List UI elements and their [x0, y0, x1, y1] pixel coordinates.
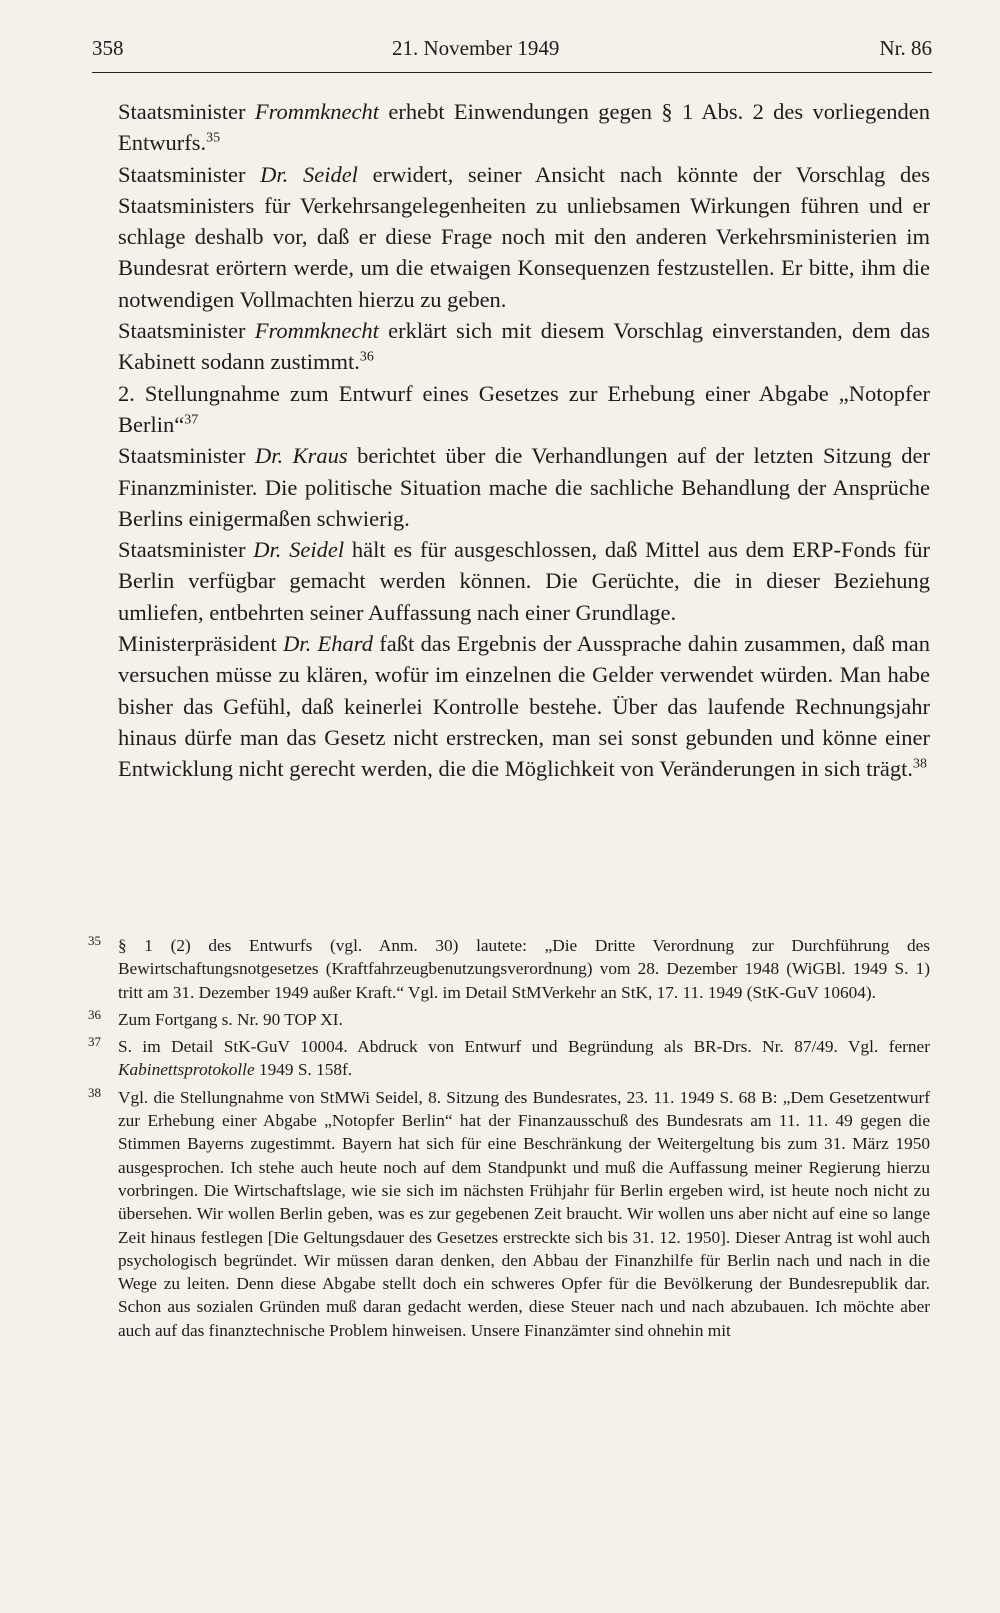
footnote-text: 1949 S. 158f.: [254, 1060, 353, 1080]
footnote: [88, 1035, 930, 1082]
footnote-ref[interactable]: 38: [912, 756, 927, 772]
paragraph: [118, 440, 930, 534]
paragraph: [118, 534, 930, 628]
speaker-name: Dr. Ehard: [283, 631, 373, 657]
speaker-name: Frommknecht: [254, 99, 379, 124]
footnote-number: 37: [88, 1034, 101, 1050]
footnote-ref[interactable]: 37: [184, 412, 199, 428]
paragraph-text: erhebt Einwendungen gegen § 1 Abs. 2 des vorliegenden Entwurfs.: [118, 99, 930, 156]
footnote-number: 36: [88, 1006, 101, 1022]
cited-work-title: Kabinettsprotokolle: [118, 1060, 255, 1080]
footnote-text: § 1 (2) des Entwurfs (vgl. Anm. 30) lautete: „Die Dritte Verordnung zur Durchführung des Bewirtschaftungsnotgesetzes (Kraftfahrzeugbenutzungsverordnung) vom 28. Dezember 1948 (WiGBl. 1949 S. 1) tritt am 31. Dezember 1949 außer Kraft.“ Vgl. im Detail StMVerkehr an StK, 17. 11. 1949 (StK-GuV 10604).: [118, 936, 930, 1002]
paragraph-text: Staatsminister: [118, 318, 255, 344]
paragraph-text: Staatsminister: [118, 161, 261, 187]
footnotes: [88, 934, 930, 1346]
footnote-text: Vgl. die Stellungnahme von StMWi Seidel, 8. Sitzung des Bundesrates, 23. 11. 1949 S. 68 B: „Dem Gesetzentwurf zur Erhebung einer Abgabe „Notopfer Berlin“ hat der Finanzausschuß des Bundesrats am 11. 11. 49 gegen die Stimmen Bayerns zugestimmt. Bayern hat sich für eine Beschränkung der Weitergeltung bis zum 31. März 1950 ausgesprochen. Ich stehe auch heute noch auf dem Standpunkt und muß die Auffassung meiner Regierung hierzu vorbringen. Die Wirtschaftslage, wie sie sich im nächsten Frühjahr für Berlin ergeben wird, ist heute noch nicht zu übersehen. Wir wollen Berlin geben, was es zur gegebenen Zeit braucht. Wir wollen uns aber nicht auf eine so lange Zeit hinaus festlegen [Die Geltungsdauer des Gesetzes erstreckte sich bis 31. 12. 1950]. Dieser Antrag ist wohl auch psychologisch begründet. Wir müssen daran denken, den Abbau der Finanzhilfe für Berlin nach und nach in die Wege zu leiten. Denn diese Abgabe stellt doch ein schweres Opfer für die Bevölkerung der Bundesrepublik dar. Schon aus sozialen Gründen muß daran gedacht werden, diese Steuer nach und nach abzubauen. Ich möchte aber auch auf das finanztechnische Problem hinweisen. Unsere Finanzämter sind ohnehin mit: [118, 1087, 930, 1340]
footnote-number: 38: [88, 1084, 101, 1100]
speaker-name: Dr. Seidel: [260, 161, 358, 187]
paragraph-text: Staatsminister: [118, 443, 255, 469]
footnote: [88, 1086, 930, 1342]
footnote-text: S. im Detail StK-GuV 10004. Abdruck von Entwurf und Begründung als BR-Drs. Nr. 87/49. Vgl. ferner: [118, 1037, 930, 1057]
paragraph-text: hält es für ausgeschlossen, daß Mittel aus dem ERP-Fonds für Berlin verfügbar gemacht werden können. Die Gerüchte, die in dieser Beziehung umliefen, entbehrten seiner Auffassung nach einer Grundlage.: [118, 537, 930, 625]
footnote-number: 35: [88, 933, 101, 948]
paragraph-text: berichtet über die Verhandlungen auf der letzten Sitzung der Finanzminister. Die politische Situation mache die sachliche Behandlung der Ansprüche Berlins einigermaßen schwierig.: [118, 443, 930, 531]
paragraph-text: Staatsminister: [118, 537, 254, 563]
running-header: [92, 34, 932, 73]
footnote: [88, 1008, 930, 1031]
header-date: 21. November 1949: [392, 36, 560, 60]
paragraph: [118, 96, 930, 159]
agenda-item-title: 2. Stellungnahme zum Entwurf eines Gesetzes zur Erhebung einer Abgabe „Notopfer Berlin“: [118, 380, 930, 437]
paragraph: [118, 315, 930, 378]
document-number: Nr. 86: [879, 36, 932, 60]
paragraph-text: Staatsminister: [118, 99, 255, 124]
speaker-name: Dr. Kraus: [254, 443, 348, 469]
footnote: [88, 934, 930, 1004]
paragraph: [118, 159, 930, 315]
page-number: 358: [92, 36, 124, 60]
footnote-ref[interactable]: 35: [206, 130, 221, 146]
speaker-name: Frommknecht: [254, 318, 379, 344]
paragraph: [118, 628, 930, 784]
paragraph-text: erklärt sich mit diesem Vorschlag einverstanden, dem das Kabinett sodann zustimmt.: [118, 318, 930, 375]
main-text: [118, 96, 930, 785]
speaker-name: Dr. Seidel: [253, 537, 345, 563]
paragraph-text: erwidert, seiner Ansicht nach könnte der Vorschlag des Staatsministers für Verkehrsangelegenheiten zu unliebsamen Wirkungen führen und er schlage deshalb vor, daß er diese Frage noch mit den anderen Verkehrsministerien im Bundesrat erörtern werde, um die etwaigen Konsequenzen festzustellen. Er bitte, ihm die notwendigen Vollmachten hierzu zu geben.: [118, 161, 930, 312]
paragraph-text: Ministerpräsident: [118, 631, 284, 657]
footnote-text: Zum Fortgang s. Nr. 90 TOP XI.: [118, 1009, 343, 1029]
paragraph-text: faßt das Ergebnis der Aussprache dahin zusammen, daß man versuchen müsse zu klären, wofür im einzelnen die Gelder verwendet würden. Man habe bisher das Gefühl, daß keinerlei Kontrolle bestehe. Über das laufende Rechnungsjahr hinaus dürfe man das Gesetz nicht erstrecken, man sei sonst gebunden und könne einer Entwicklung nicht gerecht werden, die die Möglichkeit von Veränderungen in sich trägt.: [118, 631, 930, 782]
footnote-ref[interactable]: 36: [359, 349, 374, 365]
agenda-item: [118, 378, 930, 441]
